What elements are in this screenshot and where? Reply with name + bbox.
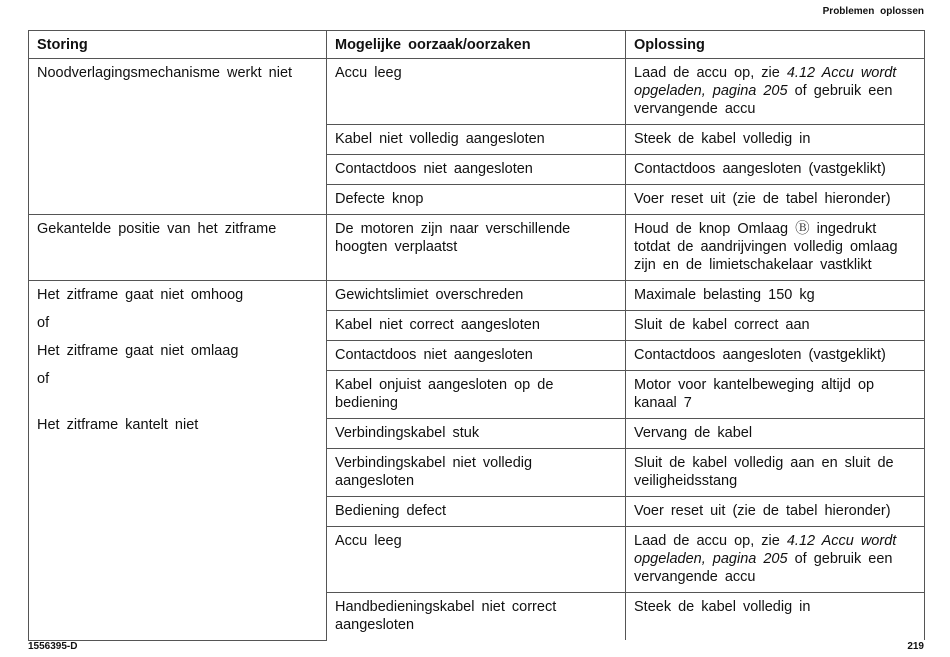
solution-text: of gebruik een vervangende accu bbox=[634, 83, 893, 117]
solution-cell: Maximale belasting 150 kg bbox=[626, 281, 925, 311]
document-number: 1556395-D bbox=[28, 641, 78, 652]
cause-cell: Contactdoos niet aangesloten bbox=[327, 341, 626, 371]
solution-cell: Sluit de kabel correct aan bbox=[626, 311, 925, 341]
fault-line: of bbox=[37, 371, 50, 387]
cause-cell: Kabel niet correct aangesloten bbox=[327, 311, 626, 341]
fault-cell: Noodverlagingsmechanisme werkt niet bbox=[29, 59, 327, 215]
cause-cell: Gewichtslimiet overschreden bbox=[327, 281, 626, 311]
running-header: Problemen oplossen bbox=[822, 6, 924, 17]
column-header-solution: Oplossing bbox=[626, 31, 925, 59]
solution-cell: Sluit de kabel volledig aan en sluit de veiligheidsstang bbox=[626, 449, 925, 497]
cause-cell: Verbindingskabel stuk bbox=[327, 419, 626, 449]
cause-cell: Defecte knop bbox=[327, 185, 626, 215]
cause-cell: Contactdoos niet aangesloten bbox=[327, 155, 626, 185]
cross-reference-link[interactable]: 4.12 Accu wordt opgeladen, pagina 205 bbox=[634, 533, 897, 567]
fault-cell: Gekantelde positie van het zitframe bbox=[29, 215, 327, 281]
fault-line: Het zitframe gaat niet omhoog bbox=[37, 287, 244, 303]
solution-cell: Steek de kabel volledig in bbox=[626, 125, 925, 155]
solution-cell: Voer reset uit (zie de tabel hieronder) bbox=[626, 185, 925, 215]
solution-cell: Motor voor kantelbeweging altijd op kanaal 7 bbox=[626, 371, 925, 419]
table-row bbox=[29, 59, 925, 125]
cause-cell: Kabel niet volledig aangesloten bbox=[327, 125, 626, 155]
solution-cell bbox=[626, 59, 925, 125]
table-header-row bbox=[29, 31, 925, 59]
solution-cell: Contactdoos aangesloten (vastgeklikt) bbox=[626, 155, 925, 185]
troubleshooting-table bbox=[28, 30, 925, 641]
cause-cell: Accu leeg bbox=[327, 59, 626, 125]
column-header-fault: Storing bbox=[29, 31, 327, 59]
solution-text: Laad de accu op, zie bbox=[634, 65, 787, 81]
solution-text: Laad de accu op, zie bbox=[634, 533, 787, 549]
page-number: 219 bbox=[907, 641, 924, 652]
solution-cell: Voer reset uit (zie de tabel hieronder) bbox=[626, 497, 925, 527]
solution-text: of gebruik een vervangende accu bbox=[634, 551, 893, 585]
cross-reference-link[interactable]: 4.12 Accu wordt opgeladen, pagina 205 bbox=[634, 65, 897, 99]
cause-cell: Bediening defect bbox=[327, 497, 626, 527]
cause-cell: Handbedieningskabel niet correct aangesloten bbox=[327, 593, 626, 641]
table-row bbox=[29, 215, 925, 281]
table-row bbox=[29, 281, 925, 311]
solution-cell: Contactdoos aangesloten (vastgeklikt) bbox=[626, 341, 925, 371]
fault-line: of bbox=[37, 315, 50, 331]
cause-cell: Verbindingskabel niet volledig aangesloten bbox=[327, 449, 626, 497]
column-header-cause: Mogelijke oorzaak/oorzaken bbox=[327, 31, 626, 59]
fault-line: Het zitframe kantelt niet bbox=[37, 417, 199, 433]
cause-cell: Accu leeg bbox=[327, 527, 626, 593]
cause-cell: De motoren zijn naar verschillende hoogten verplaatst bbox=[327, 215, 626, 281]
fault-line: Het zitframe gaat niet omlaag bbox=[37, 343, 239, 359]
fault-cell bbox=[29, 281, 327, 641]
solution-cell: Steek de kabel volledig in bbox=[626, 593, 925, 641]
solution-cell: Houd de knop Omlaag Ⓑ ingedrukt totdat de aandrijvingen volledig omlaag zijn en de limietschakelaar vastklikt bbox=[626, 215, 925, 281]
solution-cell: Vervang de kabel bbox=[626, 419, 925, 449]
solution-cell bbox=[626, 527, 925, 593]
cause-cell: Kabel onjuist aangesloten op de bediening bbox=[327, 371, 626, 419]
